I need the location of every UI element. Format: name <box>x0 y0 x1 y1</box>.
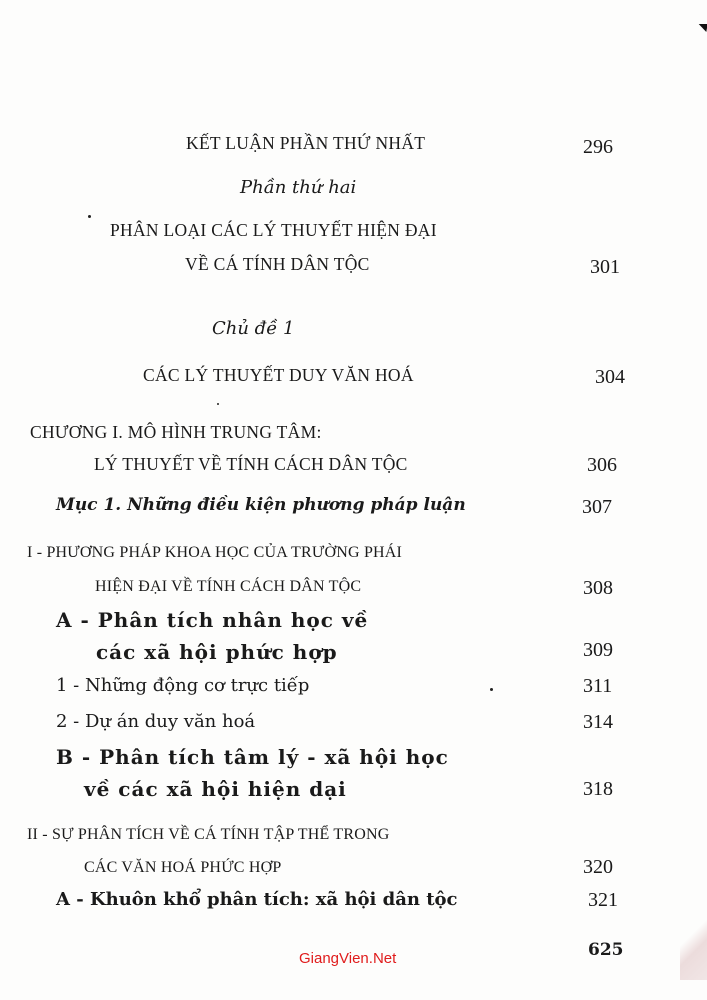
toc-entry-chuong-1-title-line2: LÝ THUYẾT VỀ TÍNH CÁCH DÂN TỘC <box>94 454 408 474</box>
toc-entry-section-II-title-line1: II - SỰ PHÂN TÍCH VỀ CÁ TÍNH TẬP THỂ TRONG <box>27 826 390 843</box>
speck <box>217 403 219 405</box>
toc-entry-chuong-1-title-line1: CHƯƠNG I. MÔ HÌNH TRUNG TÂM: <box>30 422 322 442</box>
toc-entry-muc-1-title: Mục 1. Những điều kiện phương pháp luận <box>56 495 466 515</box>
toc-entry-ket-luan-title: KẾT LUẬN PHẦN THỨ NHẤT <box>186 133 426 153</box>
toc-entry-I-B-title-line1: B - Phân tích tâm lý - xã hội học <box>56 745 449 769</box>
toc-entry-I-A-title-line2: các xã hội phức hợp <box>96 640 338 664</box>
torn-page-edge <box>680 905 707 980</box>
toc-entry-section-I-title-line2: HIỆN ĐẠI VỀ TÍNH CÁCH DÂN TỘC <box>95 578 362 595</box>
toc-entry-phan-loai-title-line1: PHÂN LOẠI CÁC LÝ THUYẾT HIỆN ĐẠI <box>110 220 437 240</box>
toc-entry-I-B-title-line2: về các xã hội hiện dại <box>84 777 347 801</box>
toc-entry-I-A-2-page: 314 <box>583 711 613 733</box>
toc-entry-II-A-page: 321 <box>588 889 618 911</box>
topic-heading-chu-de-1: Chủ đề 1 <box>212 318 295 339</box>
toc-entry-section-II-title-line2: CÁC VĂN HOÁ PHỨC HỢP <box>84 859 282 876</box>
page-corner-mark <box>697 24 707 32</box>
toc-entry-chuong-1-page: 306 <box>587 454 617 476</box>
speck <box>490 688 493 691</box>
toc-entry-I-A-2-title: 2 - Dự án duy văn hoá <box>56 711 256 732</box>
toc-entry-phan-loai-title-line2: VỀ CÁ TÍNH DÂN TỘC <box>185 254 370 274</box>
part-heading-phan-thu-hai: Phần thứ hai <box>240 177 357 198</box>
toc-entry-phan-loai-page: 301 <box>590 256 620 278</box>
toc-entry-section-II-page: 320 <box>583 856 613 878</box>
toc-entry-I-A-title-line1: A - Phân tích nhân học về <box>56 608 369 632</box>
toc-entry-I-B-page: 318 <box>583 778 613 800</box>
speck <box>88 215 91 218</box>
watermark-link[interactable]: GiangVien.Net <box>299 950 397 967</box>
toc-entry-section-I-page: 308 <box>583 577 613 599</box>
toc-entry-II-A-title: A - Khuôn khổ phân tích: xã hội dân tộc <box>56 889 458 910</box>
toc-entry-muc-1-page: 307 <box>582 496 612 518</box>
toc-entry-section-I-title-line1: I - PHƯƠNG PHÁP KHOA HỌC CỦA TRƯỜNG PHÁI <box>27 544 403 561</box>
toc-entry-I-A-1-title: 1 - Những động cơ trực tiếp <box>56 675 310 696</box>
toc-entry-cac-ly-thuyet-page: 304 <box>595 366 625 388</box>
toc-entry-I-A-1-page: 311 <box>583 675 613 697</box>
toc-entry-ket-luan-page: 296 <box>583 136 613 158</box>
toc-entry-cac-ly-thuyet-title: CÁC LÝ THUYẾT DUY VĂN HOÁ <box>143 365 414 385</box>
toc-entry-I-A-page: 309 <box>583 639 613 661</box>
page-number: 625 <box>588 940 624 960</box>
